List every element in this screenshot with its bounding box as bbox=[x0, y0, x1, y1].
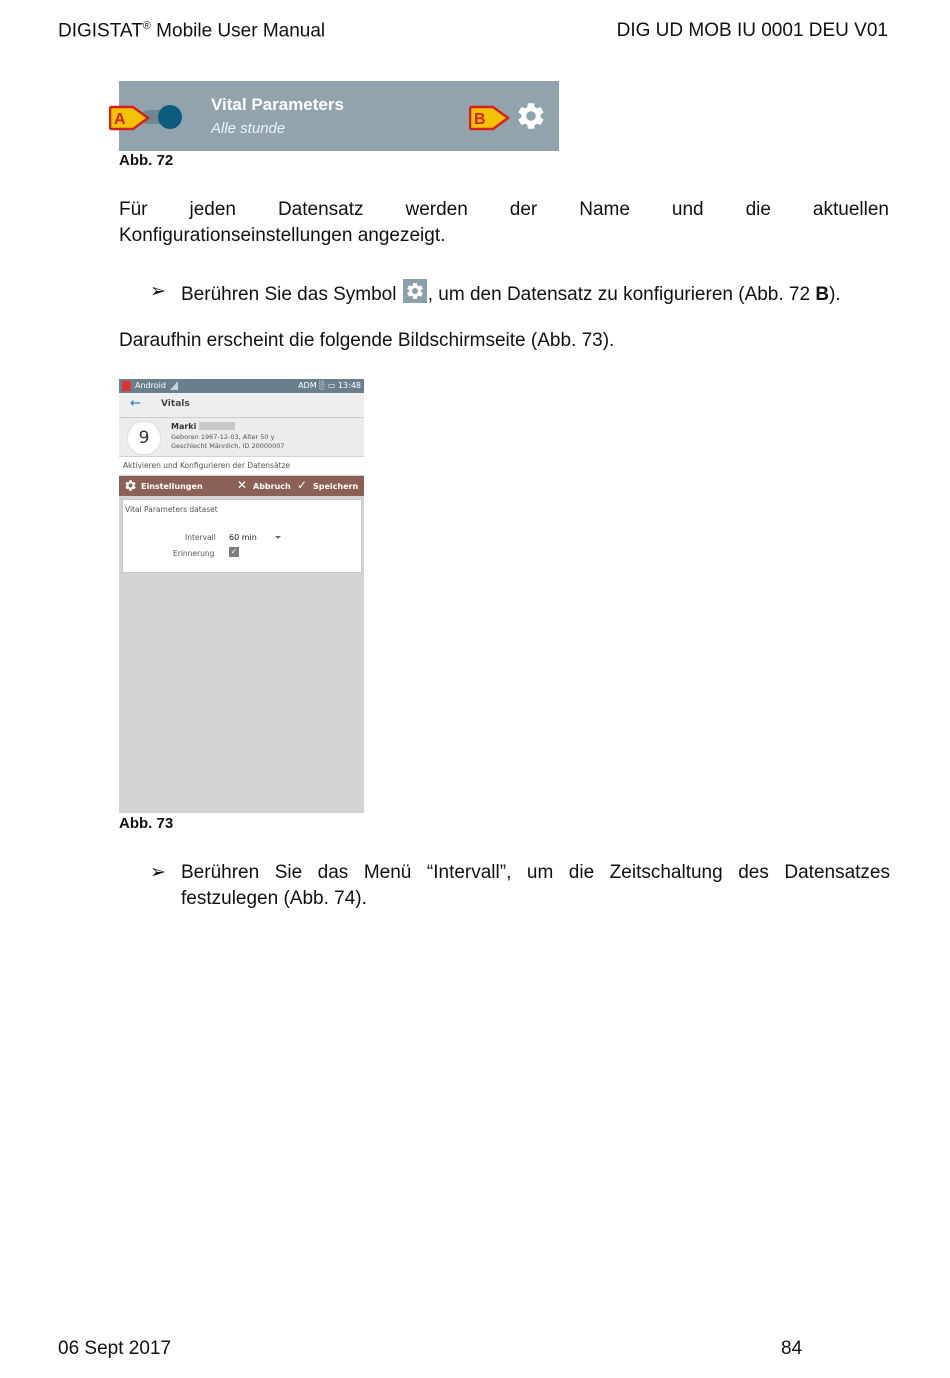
bullet-arrow-icon: ➢ bbox=[150, 281, 166, 302]
bullet-1-text bbox=[181, 279, 890, 308]
status-app-name: Android bbox=[135, 381, 166, 390]
page-number: 84 bbox=[781, 1338, 803, 1359]
back-arrow-icon[interactable]: ← bbox=[130, 396, 141, 411]
app-bar bbox=[119, 393, 364, 418]
gear-icon[interactable] bbox=[515, 100, 547, 132]
bullet-1-end: ). bbox=[829, 284, 841, 305]
patient-header[interactable] bbox=[119, 418, 364, 456]
bullet-1-bold: B bbox=[815, 284, 830, 305]
blurred-name bbox=[199, 422, 235, 430]
paragraph-line-2: Konfigurationseinstellungen angezeigt. bbox=[119, 225, 446, 246]
toggle-switch[interactable] bbox=[158, 105, 182, 129]
settings-gear-icon bbox=[124, 479, 137, 492]
figure-73-caption: Abb. 73 bbox=[119, 815, 174, 832]
header-manual-name: Mobile User Manual bbox=[150, 20, 326, 42]
bullet-1-after: , um den Datensatz zu konfigurieren (Abb. 72 bbox=[427, 284, 816, 305]
header-title bbox=[58, 20, 325, 42]
dataset-card-title: Vital Parameters dataset bbox=[125, 505, 218, 514]
dropdown-caret-icon[interactable] bbox=[275, 536, 281, 539]
instruction-bullet-2 bbox=[150, 860, 890, 912]
marker-b-letter: B bbox=[474, 111, 486, 128]
status-right: ADM ░ ▭ 13:48 bbox=[298, 381, 361, 390]
footer-date: 06 Sept 2017 bbox=[58, 1338, 172, 1359]
dataset-card bbox=[122, 499, 362, 573]
paragraph-2: Daraufhin erscheint die folgende Bildschirmseite (Abb. 73). bbox=[119, 330, 615, 351]
patient-birth-age: Geboren 1967-12-03, Alter 50 y bbox=[171, 433, 275, 441]
dataset-title: Vital Parameters bbox=[211, 95, 344, 114]
patient-sex-id: Geschlecht Männlich, ID 20000007 bbox=[171, 442, 285, 450]
save-button[interactable]: Speichern bbox=[313, 482, 359, 491]
bullet-1-before: Berühren Sie das Symbol bbox=[181, 284, 402, 305]
save-icon[interactable]: ✓ bbox=[297, 478, 308, 492]
activate-configure-text: Aktivieren und Konfigurieren der Datensätze bbox=[123, 461, 291, 470]
patient-name: Marki bbox=[171, 422, 197, 431]
reminder-checkbox[interactable]: ✓ bbox=[230, 547, 238, 556]
registered-mark: ® bbox=[142, 20, 151, 32]
app-bar-title: Vitals bbox=[161, 399, 190, 409]
reminder-label: Erinnerung bbox=[173, 549, 215, 558]
dataset-subtitle: Alle stunde bbox=[211, 120, 286, 137]
figure-72-vital-parameters-row bbox=[114, 81, 559, 151]
settings-toolbar bbox=[119, 476, 364, 496]
inline-gear-icon bbox=[403, 279, 427, 303]
signal-icon bbox=[170, 381, 178, 390]
notification-bell-icon bbox=[122, 381, 131, 391]
figure-72-caption: Abb. 72 bbox=[119, 152, 174, 169]
interval-dropdown[interactable]: 60 min bbox=[229, 533, 257, 542]
marker-b-icon bbox=[469, 105, 511, 131]
status-bar bbox=[119, 379, 364, 393]
marker-a-icon bbox=[109, 105, 151, 131]
settings-label: Einstellungen bbox=[141, 482, 203, 491]
document-code: DIG UD MOB IU 0001 DEU V01 bbox=[616, 20, 888, 41]
instruction-bullet-1 bbox=[150, 279, 890, 308]
activate-configure-label bbox=[119, 457, 364, 475]
bullet-arrow-icon: ➢ bbox=[150, 862, 166, 883]
header-brand: DIGISTAT bbox=[58, 20, 143, 42]
cancel-button[interactable]: Abbruch bbox=[253, 482, 291, 491]
marker-a-letter: A bbox=[114, 111, 126, 128]
paragraph-line-1: Für jeden Datensatz werden der Name und die aktuellen bbox=[119, 199, 889, 220]
bed-number-badge: 9 bbox=[127, 421, 161, 455]
figure-73-phone-screenshot bbox=[119, 379, 364, 813]
cancel-icon[interactable]: ✕ bbox=[237, 478, 248, 492]
bullet-2-text: Berühren Sie das Menü “Intervall”, um die Zeitschaltung des Datensatzes festzulegen (Abb. 74). bbox=[181, 862, 890, 909]
interval-label: Intervall bbox=[185, 533, 216, 542]
